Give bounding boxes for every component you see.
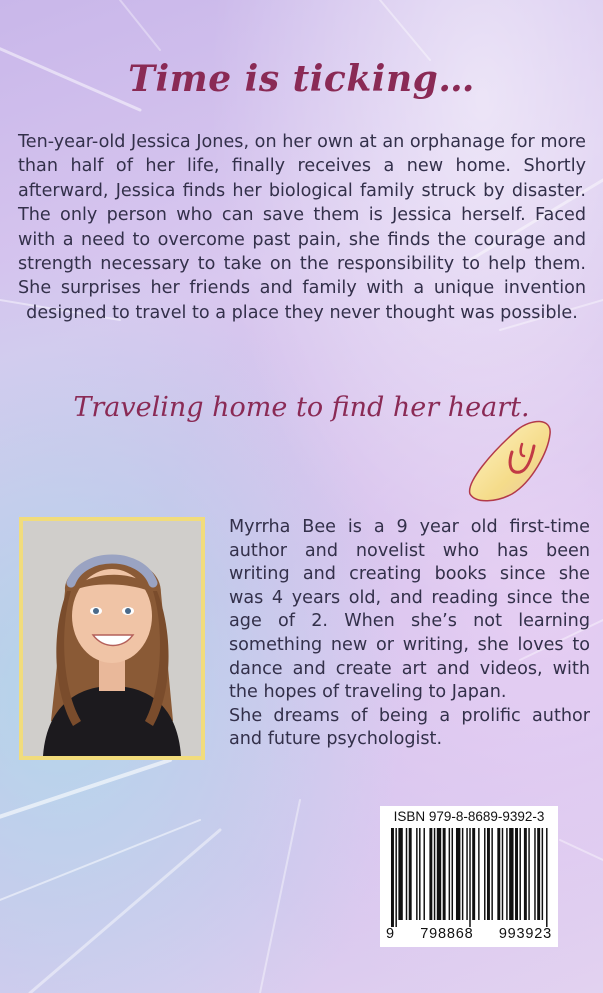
time-crystal-shard-icon (462, 412, 557, 507)
barcode-bar (519, 828, 520, 920)
barcode-bar (491, 828, 492, 920)
book-title-heading: Time is ticking… (128, 58, 475, 100)
author-bio-paragraph-1: Myrrha Bee is a 9 year old first-time author and novelist who has been writing and creating books since she was 4 years old, and reading since the age of 2. When she’s not learning something new or writing, she loves to dance and create art and videos, with the hopes of traveling to Japan. (229, 517, 590, 703)
isbn-label: ISBN 979-8-8689-9392-3 (393, 809, 545, 824)
barcode-bar (452, 828, 453, 920)
book-tagline: Traveling home to find her heart. (73, 392, 530, 423)
author-bio-paragraph-2: She dreams of being a prolific author and future psychologist. (229, 705, 590, 750)
barcode-bar (409, 828, 412, 920)
book-blurb: Ten-year-old Jessica Jones, on her own at an orphanage for more than half of her life, finally receives a new home. Shortly afterward, Jessica finds her biological family struck by disaster. The only person who can save them is Jessica herself. Faced with a need to overcome past pain, she finds the courage and strength necessary to take on the responsibility to help them. She surprises her friends and family with a unique invention designed to travel to a place they never thought was possible. (18, 132, 586, 323)
barcode-bar (437, 828, 441, 920)
barcode-bar (395, 828, 396, 927)
barcode-bar (472, 828, 475, 920)
barcode-bar (449, 828, 450, 920)
barcode-bar (478, 828, 479, 920)
barcode-bar (484, 828, 485, 920)
barcode-bar (469, 828, 470, 927)
barcode-bar (419, 828, 420, 920)
barcode-bar (509, 828, 513, 920)
barcode-digits-left: 798868 (420, 926, 474, 942)
barcode-bar (534, 828, 535, 920)
barcode-digits-right: 993923 (498, 926, 552, 942)
barcode-bar (537, 828, 540, 920)
barcode-digits (386, 926, 552, 942)
barcode-bar (434, 828, 435, 920)
author-portrait-illustration (23, 521, 201, 756)
barcode-bar (443, 828, 446, 920)
barcode-bars (391, 828, 549, 927)
barcode-digit-lead: 9 (386, 926, 395, 942)
barcode-bar (391, 828, 394, 927)
barcode-bar (423, 828, 424, 920)
barcode-bar (528, 828, 529, 920)
isbn-barcode (380, 806, 558, 947)
barcode-bar (546, 828, 547, 927)
barcode-bar (542, 828, 543, 920)
barcode-bar (515, 828, 518, 920)
barcode-bar (398, 828, 402, 920)
barcode-bar (497, 828, 500, 920)
barcode-bar (506, 828, 507, 920)
author-photo (23, 521, 201, 756)
barcode-bar (406, 828, 407, 920)
barcode-bar (466, 828, 467, 920)
barcode-bar (429, 828, 432, 920)
barcode-bar (524, 828, 527, 920)
author-photo-frame (19, 517, 205, 760)
barcode-bar (487, 828, 490, 920)
barcode-bar (416, 828, 417, 920)
barcode-bar (462, 828, 463, 920)
barcode-bar (502, 828, 503, 920)
barcode-bar (456, 828, 460, 920)
author-bio (229, 516, 590, 752)
